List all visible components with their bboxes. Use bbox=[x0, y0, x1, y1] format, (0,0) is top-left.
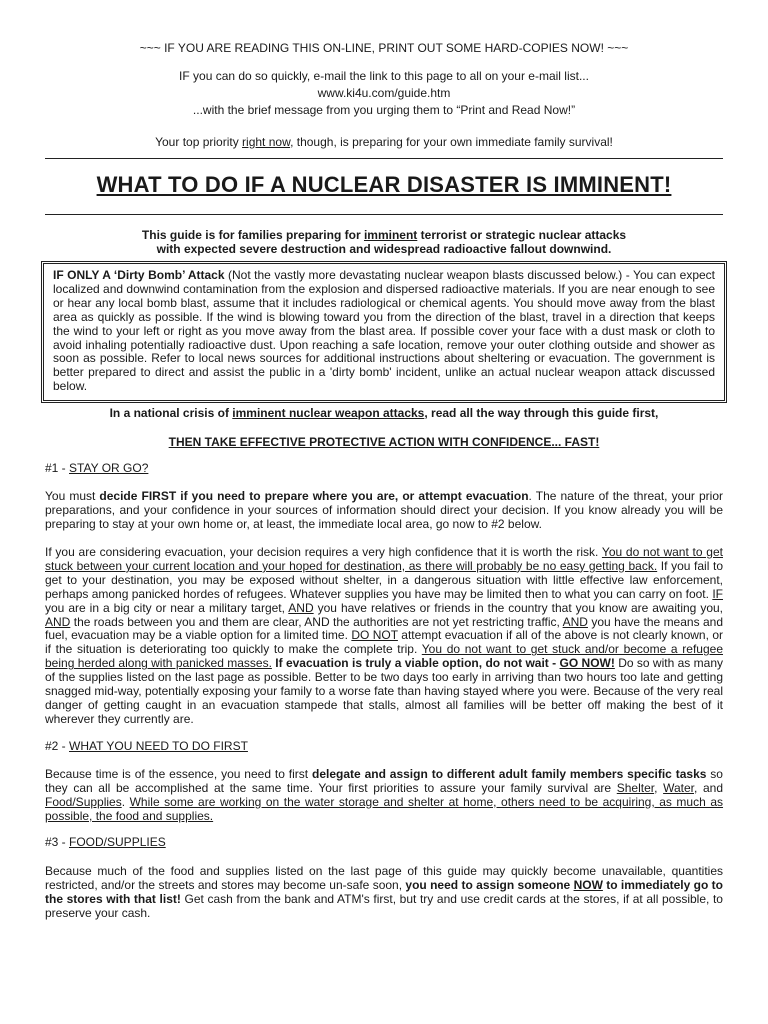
action-statement: THEN TAKE EFFECTIVE PROTECTIVE ACTION WITH CONFIDENCE... FAST! bbox=[168, 435, 600, 449]
top-divider bbox=[45, 158, 723, 159]
section-1-paragraph-1: You must decide FIRST if you need to prepare where you are, or attempt evacuation. The nature of the threat, your prior preparations, and your confidence in your sources of information should direct your decision. If you know already you will be preparing to stay at your own home or, at least, the immediate local area, go now to #2 below. bbox=[45, 489, 723, 531]
section-3-heading: #3 - FOOD/SUPPLIES bbox=[45, 835, 166, 849]
section-1-heading: #1 - STAY OR GO? bbox=[45, 461, 149, 475]
dirty-bomb-box bbox=[41, 261, 727, 403]
section-1-paragraph-2: If you are considering evacuation, your decision requires a very high confidence that it is worth the risk. You do not want to get stuck between your current location and your hoped for destination, as there will probably be no easy getting back. If you fail to get to your destination, you may be exposed without shelter, in a dangerous situation with little effective law enforcement, perhaps among panicked hordes of refugees. Whatever supplies you have may be limited then to what you can carry on foot. IF you are in a big city or near a military target, AND you have relatives or friends in the country that you know are awaiting you, AND the roads between you and them are clear, AND the authorities are not yet restricting traffic, AND you have the means and fuel, evacuation may be a viable option for a limited time. DO NOT attempt evacuation if all of the above is not clearly known, or if the situation is deteriorating too quickly to make the complete trip. You do not want to get stuck and/or become a refugee being herded along with panicked masses. If evacuation is truly a viable option, do not wait - GO NOW! Do so with as many of the supplies listed on the last page as possible. Better to be two days too early in arriving than two hours too late and getting snagged mid-way, potentially exposing your family to a worse fate than having stayed where you were. Because of the very real danger of getting caught in an evacuation stampede that stalls, almost all families will be better off making the best of it wherever they currently are. bbox=[45, 545, 724, 726]
dirty-bomb-text: IF ONLY A ‘Dirty Bomb’ Attack (Not the vastly more devastating nuclear weapon blasts discussed below.) - You can expect localized and downwind contamination from the explosion and dispersed radioactive materials. If you are near enough to see or hear any local bomb blast, assume that it includes radiological or chemical agents. You should move away from the blast area as quickly as possible. If the wind is blowing toward you from the direction of the blast, travel in a direction that keeps the wind to your left or right as you move away from the blast area. If possible cover your face with a dust mask or cloth to avoid inhaling potentially radioactive dust. Upon reaching a safe location, remove your outer clothing outside and shower as soon as possible. Refer to local news sources for additional instructions about sheltering or evacuation. The government is better prepared to direct and assist the public in a 'dirty bomb' incident, unlike an actual nuclear weapon attack discussed below. bbox=[53, 268, 715, 394]
section-3-paragraph: Because much of the food and supplies listed on the last page of this guide may quickly become unavailable, quantities restricted, and/or the streets and stores may become un-safe soon, you need to assign someone NOW to immediately go to the stores with that list! Get cash from the bank and ATM's first, but try and use credit cards at the stores, if at all possible, to preserve your cash. bbox=[45, 864, 723, 920]
section-2-paragraph: Because time is of the essence, you need to first delegate and assign to different adult family members specific tasks so they can all be accomplished at the same time. Your first priorities to assure your family survival are Shelter, Water, and Food/Supplies. While some are working on the water storage and shelter at home, others need to be acquiring, as much as possible, the food and supplies. bbox=[45, 767, 724, 823]
dirty-bomb-lead: IF ONLY A ‘Dirty Bomb’ Attack bbox=[53, 268, 225, 282]
crisis-statement: In a national crisis of imminent nuclear weapon attacks, read all the way through this guide first, bbox=[109, 406, 659, 420]
title-divider bbox=[45, 214, 723, 215]
print-notice: ~~~ IF YOU ARE READING THIS ON-LINE, PRINT OUT SOME HARD-COPIES NOW! ~~~ bbox=[139, 41, 629, 55]
page-title: WHAT TO DO IF A NUCLEAR DISASTER IS IMMINENT! bbox=[96, 172, 672, 197]
guide-url: www.ki4u.com/guide.htm bbox=[317, 86, 451, 100]
message-notice: ...with the brief message from you urging them to “Print and Read Now!” bbox=[192, 103, 576, 117]
email-notice: IF you can do so quickly, e-mail the link to this page to all on your e-mail list... bbox=[179, 69, 589, 83]
right-now-emphasis: right now bbox=[242, 135, 291, 149]
intro-statement: This guide is for families preparing for imminent terrorist or strategic nuclear attacks with expected severe destruction and widespread radioactive fallout downwind. bbox=[141, 228, 627, 256]
section-2-heading: #2 - WHAT YOU NEED TO DO FIRST bbox=[45, 739, 248, 753]
priority-notice: Your top priority right now, though, is preparing for your own immediate family survival! bbox=[155, 135, 613, 149]
